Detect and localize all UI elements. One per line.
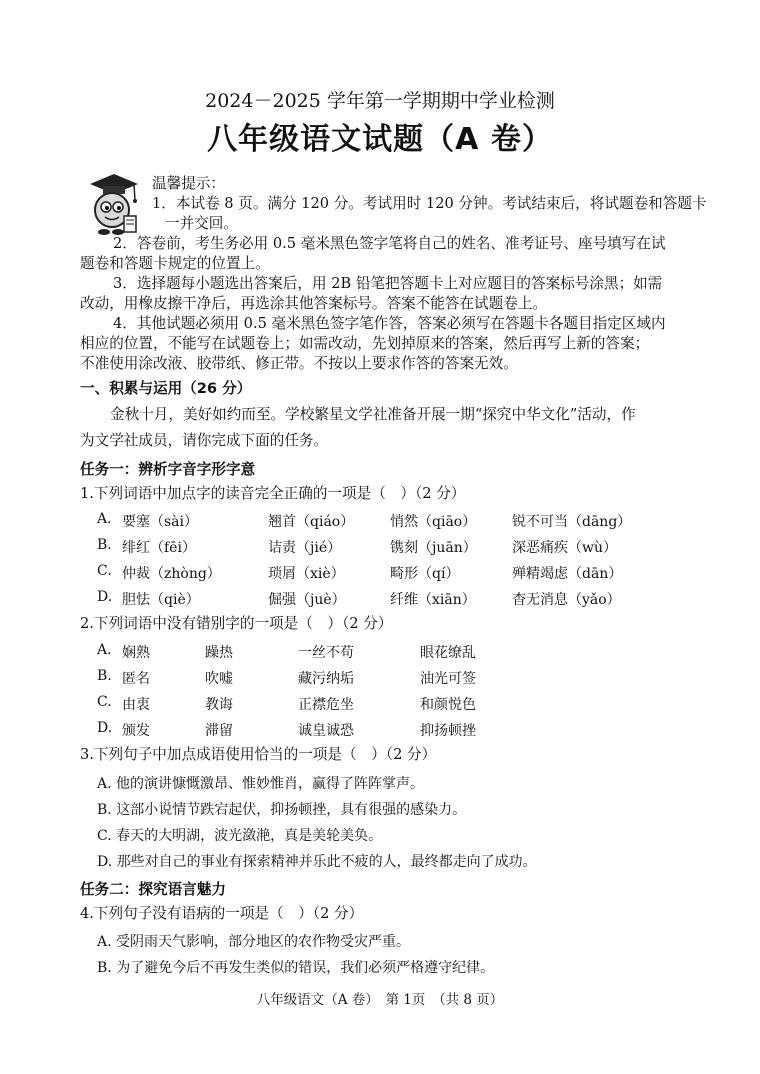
option-word: 吹嘘 xyxy=(205,671,233,687)
option-word: 匿名 xyxy=(122,671,150,687)
question-3-option-c: C. 春天的大明湖，波光潋滟，真是美轮美奂。 xyxy=(97,828,383,844)
question-3-option-a: A. 他的演讲慷慨激昂、惟妙惟肖，赢得了阵阵掌声。 xyxy=(97,776,425,792)
option-word: 和颜悦色 xyxy=(420,697,476,713)
notice-heading: 温馨提示： xyxy=(152,175,225,192)
notice-item-4-cont: 相应的位置，不能写在试题卷上；如需改动，先划掉原来的答案，然后再写上新的答案； xyxy=(80,335,650,352)
question-3-option-b: B. 这部小说情节跌宕起伏，抑扬顿挫，具有很强的感染力。 xyxy=(97,802,467,818)
option-word: 娴熟 xyxy=(122,645,150,661)
option-word: 纤维（xiān） xyxy=(390,592,476,608)
option-word: 颁发 xyxy=(122,723,150,739)
exam-title: 八年级语文试题（A 卷） xyxy=(207,122,553,157)
option-word: 躁热 xyxy=(205,645,233,661)
exam-subtitle: 2024－2025 学年第一学期期中学业检测 xyxy=(205,90,555,112)
option-word: 油光可签 xyxy=(420,671,476,687)
option-word: 眼花缭乱 xyxy=(420,645,476,661)
option-word: 杳无消息（yǎo） xyxy=(512,592,621,608)
option-label: D. xyxy=(97,589,113,605)
page-footer: 八年级语文（A 卷） 第 1页 （共 8 页） xyxy=(256,992,504,1008)
option-label: A. xyxy=(97,642,112,658)
question-3-stem: 3.下列句子中加点成语使用恰当的一项是（ ）（2 分） xyxy=(80,746,437,763)
notice-item-3-cont: 改动，用橡皮擦干净后，再选涂其他答案标号。答案不能答在试题卷上。 xyxy=(80,295,548,312)
notice-item-2-cont: 题卷和答题卡规定的位置上。 xyxy=(80,255,270,272)
question-4-option-a: A. 受阴雨天气影响，部分地区的农作物受灾严重。 xyxy=(97,934,411,950)
graduate-mascot-icon xyxy=(84,170,140,238)
task-heading: 任务二：探究语言魅力 xyxy=(80,881,226,898)
option-word: 绯红（fēi） xyxy=(122,540,196,556)
option-word: 要塞（sài） xyxy=(122,514,199,530)
option-word: 深恶痛疾（wù） xyxy=(512,540,617,556)
task-heading: 任务一：辨析字音字形字意 xyxy=(80,461,256,478)
option-word: 锐不可当（dāng） xyxy=(512,514,632,530)
option-word: 诚皇诚恐 xyxy=(298,723,354,739)
question-4-stem: 4.下列句子没有语病的一项是（ ）（2 分） xyxy=(80,905,364,922)
option-word: 悄然（qiāo） xyxy=(390,514,477,530)
notice-item-2: 2．答卷前，考生务必用 0.5 毫米黑色签字笔将自己的姓名、准考证号、座号填写在试 xyxy=(113,235,666,252)
notice-item-4: 4．其他试题必须用 0.5 毫米黑色签字笔作答，答案必须写在答题卡各题目指定区域内 xyxy=(113,315,666,332)
option-word: 教诲 xyxy=(205,697,233,713)
notice-item-3: 3．选择题每小题选出答案后，用 2B 铅笔把答题卡上对应题目的答案标号涂黑；如需 xyxy=(113,275,663,292)
notice-item-4-cont2: 不准使用涂改液、胶带纸、修正带。不按以上要求作答的答案无效。 xyxy=(80,355,518,372)
option-word: 正襟危坐 xyxy=(298,697,354,713)
option-label: C. xyxy=(97,563,112,579)
option-word: 畸形（qí） xyxy=(390,566,460,582)
option-label: A. xyxy=(97,511,112,527)
notice-item-1-cont: 一并交回。 xyxy=(165,215,238,232)
question-2-stem: 2.下列词语中没有错别字的一项是（ ）（2 分） xyxy=(80,615,393,632)
option-word: 由衷 xyxy=(122,697,150,713)
section-intro-cont: 为文学社成员，请你完成下面的任务。 xyxy=(80,432,329,449)
question-1-stem: 1.下列词语中加点字的读音完全正确的一项是（ ）（2 分） xyxy=(80,485,466,502)
option-word: 倔强（juè） xyxy=(268,592,346,608)
option-word: 翘首（qiáo） xyxy=(268,514,355,530)
option-word: 琐屑（xiè） xyxy=(268,566,345,582)
option-label: B. xyxy=(97,668,112,684)
section-heading: 一、积累与运用（26 分） xyxy=(80,380,252,397)
option-label: D. xyxy=(97,720,113,736)
option-word: 滞留 xyxy=(205,723,233,739)
option-word: 藏污纳垢 xyxy=(298,671,354,687)
option-word: 胆怯（qiè） xyxy=(122,592,200,608)
option-word: 抑扬顿挫 xyxy=(420,723,476,739)
option-label: B. xyxy=(97,537,112,553)
notice-item-1: 1．本试卷 8 页。满分 120 分。考试用时 120 分钟。考试结束后，将试题卷和答题卡 xyxy=(152,195,707,212)
section-intro: 金秋十月，美好如约而至。学校繁星文学社准备开展一期“探究中华文化”活动，作 xyxy=(110,406,636,423)
question-3-option-d: D. 那些对自己的事业有探索精神并乐此不疲的人，最终都走向了成功。 xyxy=(97,854,537,870)
question-4-option-b: B. 为了避免今后不再发生类似的错误，我们必须严格遵守纪律。 xyxy=(97,960,495,976)
option-word: 诘责（jié） xyxy=(268,540,342,556)
option-label: C. xyxy=(97,694,112,710)
option-word: 镌刻（juān） xyxy=(390,540,477,556)
option-word: 一丝不苟 xyxy=(298,645,354,661)
option-word: 殚精竭虑（dān） xyxy=(512,566,623,582)
option-word: 仲裁（zhòng） xyxy=(122,566,221,582)
